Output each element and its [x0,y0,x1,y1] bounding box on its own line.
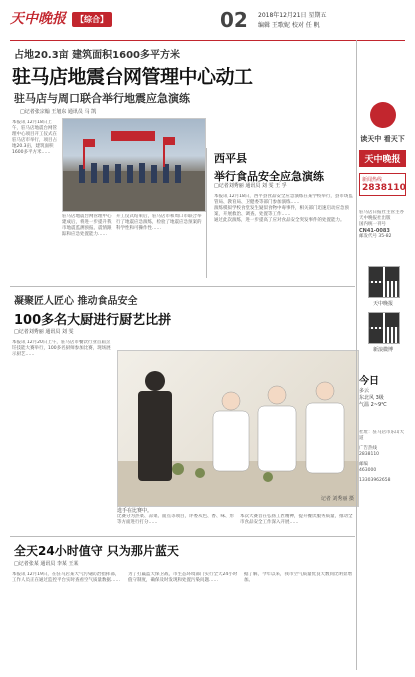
mid-divider [10,286,355,287]
bluesky-body-2: 为了打赢蓝天保卫战，市生态环境部门实行全天24小时值守制度，确保及时发现和处置污染问题…… [128,572,238,583]
cooking-photo [117,350,359,507]
weibo-qr-code [368,266,400,298]
lead-photo [62,118,206,212]
bluesky-byline: □记者张某 通讯员 李某 王某 [14,561,79,567]
sidebar-tag: 天中晚报 [359,150,406,167]
weather-title: 今日 [359,376,379,387]
cooking-caption: 选手在比赛中。 [117,508,153,514]
sidebar-divider [356,40,357,670]
lead-body-right: 开工仪式结束后，驻马店市和周口市联合举行了地震应急演练，检验了地震应急预案的科学性和可操作性…… [116,214,202,231]
hotline-number: 2838110 [362,183,406,193]
xiping-body: 本报讯 12月18日，西平县食品安全应急演练在某学校举行，县市场监管局、教育局、卫健委等部门参加演练…… 演练模拟学校食堂发生疑似食物中毒事件，相关部门迅速启动应急预案，开展救治、调查、处置等工作…… 通过此次演练，进一步提高了应对食品安全突发事件的处置能力。 [214,194,353,223]
cooking-byline: □记者刘秀丽 通讯员 刘 雯 [14,329,74,335]
xiping-title: 西平县 举行食品安全应急演练 [214,152,324,183]
lead-body-left: 本报讯 12月18日上午，驻马店地震台网管理中心项目开工仪式在驻马店市举行，项目占地20.3亩，建筑面积1600多平方米…… [12,120,57,155]
masthead [10,8,360,38]
sidebar-org-info: 驻马店日报社主管主办 天中晚报社出版 国内统一刊号 CN41-0083 邮发代号 35-82 [359,210,404,239]
lead-body-mid: 驻马店地震台网管理中心建成后，将进一步提升我市地震监测预报、震情跟踪和应急处置能力…… [62,214,112,237]
header-divider [10,40,405,41]
date-line: 2018年12月21日 星期五 [258,12,327,19]
bluesky-body-1: 本报讯 12月19日，在驻马店某大气污染防治指挥部，工作人员正在通过监控平台实时查看空气质量数据…… [12,572,120,583]
sidebar-branding [359,102,406,196]
xiping-byline: □记者刘秀丽 通讯员 刘 雯 王 孚 [214,183,287,189]
paper-logo: 天中晚报 [10,11,66,27]
lead-kicker: 占地20.3亩 建筑面积1600多平方米 [14,50,180,61]
weather-box [359,372,406,408]
hotline-label: 新闻热线 [362,177,383,183]
page-number: 02 [220,8,248,32]
cooking-body-right: 比赛分为热菜、凉菜、面点等项目，评委从色、香、味、形等方面进行打分…… [117,514,234,525]
lead-subhead: 驻马店与周口联合举行地震应急演练 [14,92,190,105]
sun-logo-icon [370,102,396,128]
wechat-qr-code [368,312,400,344]
xiping-divider [206,148,207,278]
sidebar-contact: 社址：驻马店市乐山大道 广告热线 2838110 邮编 463000 13303962658 [359,430,404,483]
hotline-box [359,173,406,196]
section-badge: 【综合】 [72,12,112,27]
bluesky-body-3: 据了解，今年以来，我市空气质量优良天数同比明显增加。 [244,572,352,583]
cooking-photo-credit: 记者 刘秀丽 摄 [320,496,354,502]
sidebar-slogan: 读天中 看天下 [360,135,405,143]
lead-headline: 驻马店地震台网管理中心动工 [12,66,253,88]
weather-text: 多云 东北风 3级 气温 2~9℃ [359,388,387,408]
lead-byline: □记者张宗翰 王旭东 通讯员 马 凯 [20,109,97,115]
cooking-title: 凝聚匠人匠心 推动食品安全 100多名大厨进行厨艺比拼 [14,296,172,328]
editors-line: 编辑 王歌妮 校对 任 帆 [258,22,320,29]
chefs-illustration [118,351,358,506]
qr-label-2: 新浪微博 [372,347,393,353]
bluesky-headline: 全天24小时值守 只为那片蓝天 [14,544,179,558]
cooking-body-left: 本报讯 12月20日上午，驻马店市餐饮行业首届烹饪技能大赛举行，100多名厨师参加比赛，现场展示厨艺…… [12,340,111,357]
event-photo-illustration [63,119,205,211]
qr-label-1: 天中晚报 [372,301,393,307]
cooking-body-right-2: 本次大赛旨在弘扬工匠精神，提升餐饮服务质量，推动全市食品安全工作深入开展…… [240,514,353,525]
lower-divider [10,536,355,537]
